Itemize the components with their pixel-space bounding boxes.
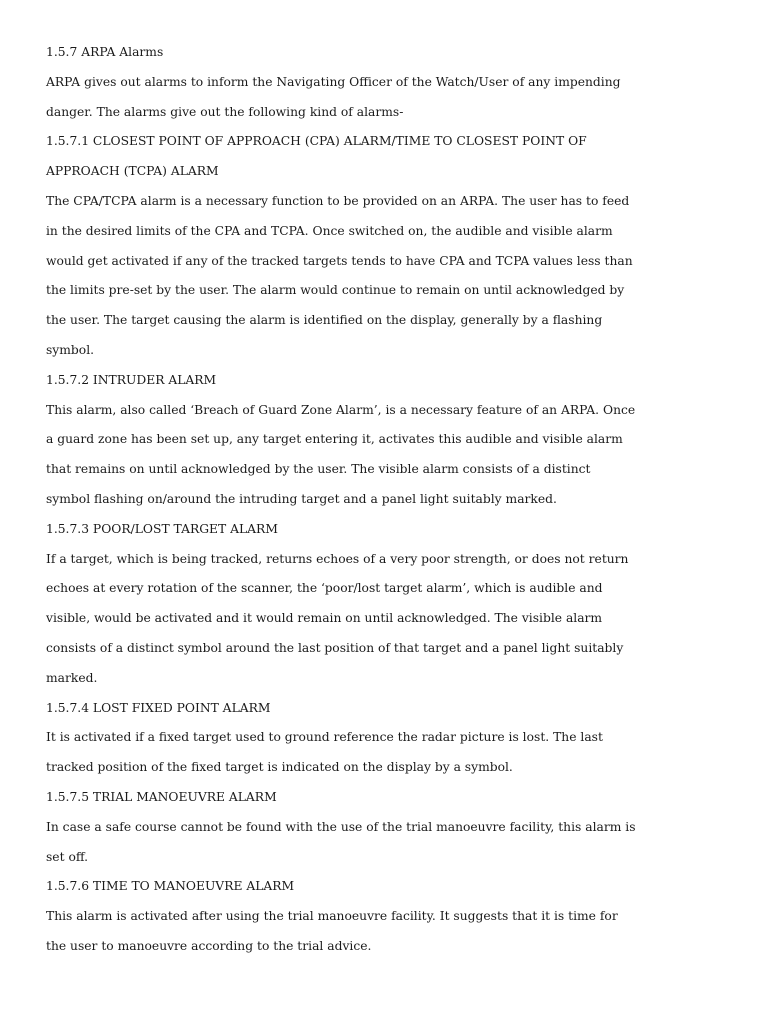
paragraph-time-to-manoeuvre-alarm: This alarm is activated after using the trial manoeuvre facility. It suggests that it is time for the user to manoeuvre according to the trial advice. [46, 909, 618, 953]
section-heading-arpa-alarms: 1.5.7 ARPA Alarms [46, 45, 164, 59]
section-heading-intruder-alarm: 1.5.7.2 INTRUDER ALARM [46, 372, 217, 387]
section-heading-poor-lost-target-alarm: 1.5.7.3 POOR/LOST TARGET ALARM [46, 521, 278, 536]
section-heading-time-to-manoeuvre-alarm: 1.5.7.6 TIME TO MANOEUVRE ALARM [46, 879, 295, 894]
paragraph-arpa-intro: ARPA gives out alarms to inform the Navigating Officer of the Watch/User of any impending danger. The alarms give out the following kind of alarms- [46, 74, 621, 119]
paragraph-poor-lost-target-alarm: If a target, which is being tracked, returns echoes of a very poor strength, or does not return echoes at every rotation of the scanner, the ‘poor/lost target alarm’, which is audible and visible, would be activated and it would remain on until acknowledged. The visible alarm consists of a distinct symbol around the last position of that target and a panel light suitably marked. [46, 551, 629, 685]
paragraph-trial-manoeuvre-alarm: In case a safe course cannot be found with the use of the trial manoeuvre facility, this alarm is set off. [46, 819, 636, 864]
document-page [46, 38, 636, 962]
paragraph-intruder-alarm: This alarm, also called ‘Breach of Guard Zone Alarm’, is a necessary feature of an ARPA. Once a guard zone has been set up, any target entering it, activates this audible and visible alarm that remains on until acknowledged by the user. The visible alarm consists of a distinct symbol flashing on/around the intruding target and a panel light suitably marked. [46, 402, 636, 506]
section-heading-lost-fixed-point-alarm: 1.5.7.4 LOST FIXED POINT ALARM [46, 700, 271, 715]
paragraph-lost-fixed-point-alarm: It is activated if a fixed target used to ground reference the radar picture is lost. The last tracked position of the fixed target is indicated on the display by a symbol. [46, 730, 603, 775]
section-heading-cpa-tcpa-alarm: 1.5.7.1 CLOSEST POINT OF APPROACH (CPA) ALARM/TIME TO CLOSEST POINT OF APPROACH (TCPA) ALARM [46, 134, 587, 179]
section-heading-trial-manoeuvre-alarm: 1.5.7.5 TRIAL MANOEUVRE ALARM [46, 789, 277, 804]
paragraph-cpa-tcpa-alarm: The CPA/TCPA alarm is a necessary function to be provided on an ARPA. The user has to feed in the desired limits of the CPA and TCPA. Once switched on, the audible and visible alarm would get activated if any of the tracked targets tends to have CPA and TCPA values less than the limits pre-set by the user. The alarm would continue to remain on until acknowledged by the user. The target causing the alarm is identified on the display, generally by a flashing symbol. [46, 193, 633, 357]
